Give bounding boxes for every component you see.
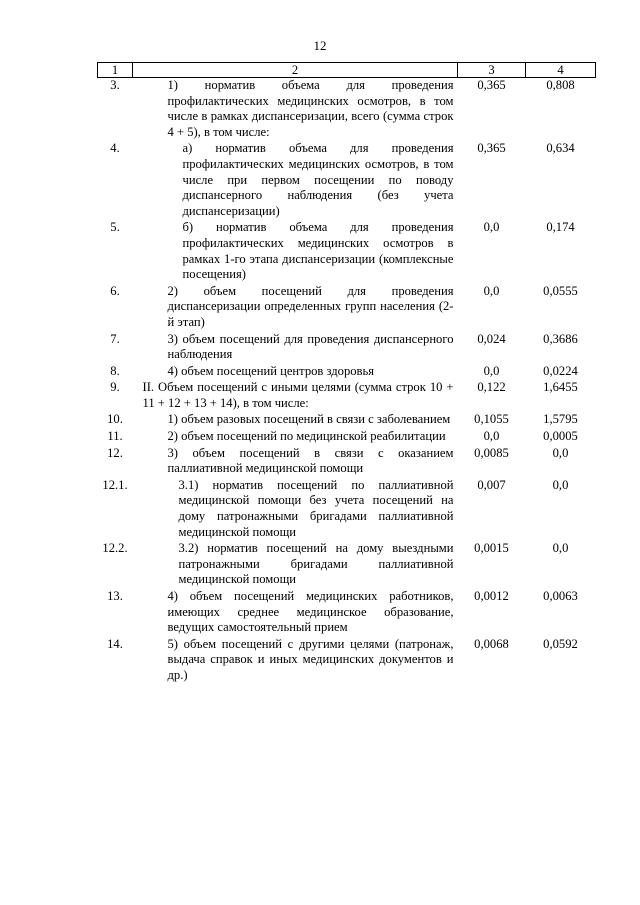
row-number: 8. [110,363,120,378]
row-value-col3: 0,0 [483,220,500,235]
row-value-col4: 0,634 [546,141,575,156]
table-row [98,141,596,220]
column-header-3: 3 [458,63,526,78]
row-description: 3) объем посещений для проведения диспансерного наблюдения [167,331,454,362]
table-row [98,78,596,142]
row-description: II. Объем посещений с иными целями (сумма строк 10 + 11 + 12 + 13 + 14), в том числе: [142,380,454,410]
row-description: 4) объем посещений медицинских работников, имеющих среднее медицинское образование, ведущих самостоятельный прием [167,589,454,635]
row-value-col3: 0,0 [483,283,500,298]
row-value-col3: 0,0 [483,363,500,378]
row-number: 6. [110,283,120,298]
table-row [98,380,596,412]
row-description: б) норматив объема для проведения профилактических медицинских осмотров в рамках 1-го этапа диспансеризации (комплексные посещения) [182,220,454,282]
table-row [98,412,596,429]
row-description: 1) норматив объема для проведения профилактических медицинских осмотров, в том числе в рамках диспансеризации, всего (сумма строк 4 + 5), в том числе: [167,78,454,139]
table-row [98,446,596,478]
table-row [98,478,596,541]
table-header-row [98,63,596,78]
row-number: 12.2. [102,541,128,556]
row-value-col3: 0,365 [477,141,506,156]
table-row [98,637,596,685]
column-header-2: 2 [133,63,458,78]
row-value-col4: 0,0555 [543,283,578,298]
table-row [98,429,596,446]
table-row [98,589,596,637]
row-value-col3: 0,1055 [474,412,509,427]
row-value-col4: 0,0063 [543,589,578,603]
table-row [98,541,596,589]
row-value-col4: 0,0592 [543,636,578,651]
row-value-col3: 0,024 [477,331,506,346]
row-value-col3: 0,0085 [474,445,509,460]
row-value-col4: 0,0 [552,541,569,556]
row-number: 11. [107,429,123,444]
row-number: 4. [110,141,120,156]
row-description: 2) объем посещений для проведения диспансеризации определенных групп населения (2-й этап) [167,283,454,329]
row-value-col4: 1,5795 [543,412,578,427]
row-number: 13. [107,589,123,603]
table-row [98,220,596,283]
column-header-1: 1 [98,63,133,78]
row-number: 7. [110,331,120,346]
row-value-col3: 0,365 [477,78,506,92]
row-number: 12. [107,445,123,460]
row-description: 1) объем разовых посещений в связи с заболеванием [167,412,451,427]
row-number: 9. [110,380,120,395]
row-value-col4: 0,0 [552,477,569,492]
row-value-col4: 0,808 [546,78,575,92]
row-value-col4: 0,174 [546,220,575,235]
row-value-col3: 0,0068 [474,636,509,651]
row-description: а) норматив объема для проведения профилактических медицинских осмотров, в том числе при первом посещении по поводу диспансерного наблюдения (без учета диспансеризации) [182,141,454,218]
column-header-4: 4 [526,63,596,78]
table-row [98,284,596,332]
row-number: 5. [110,220,120,235]
row-number: 12.1. [102,477,128,492]
row-value-col3: 0,007 [477,477,506,492]
table-row [98,364,596,381]
row-value-col3: 0,0 [483,429,500,444]
row-description: 3) объем посещений в связи с оказанием паллиативной медицинской помощи [167,445,454,476]
row-description: 2) объем посещений по медицинской реабилитации [167,429,446,444]
row-value-col3: 0,122 [477,380,506,395]
table-row [98,332,596,364]
row-number: 3. [110,78,120,92]
row-value-col3: 0,0012 [474,589,509,603]
row-value-col4: 0,0224 [543,363,578,378]
page-number: 12 [313,38,327,53]
data-table [97,62,596,685]
row-value-col3: 0,0015 [474,541,509,556]
row-description: 3.1) норматив посещений по паллиативной медицинской помощи без учета посещений на дому патронажными бригадами паллиативной медицинской помощи [178,477,454,539]
row-number: 10. [107,412,123,427]
row-value-col4: 0,3686 [543,331,578,346]
row-description: 4) объем посещений центров здоровья [167,363,375,378]
row-description: 3.2) норматив посещений на дому выездными патронажными бригадами паллиативной медицинской помощи [178,541,454,587]
row-number: 14. [107,636,123,651]
row-description: 5) объем посещений с другими целями (патронаж, выдача справок и иных медицинских документов и др.) [167,636,454,682]
row-value-col4: 1,6455 [543,380,578,395]
row-value-col4: 0,0 [552,445,569,460]
row-value-col4: 0,0005 [543,429,578,444]
